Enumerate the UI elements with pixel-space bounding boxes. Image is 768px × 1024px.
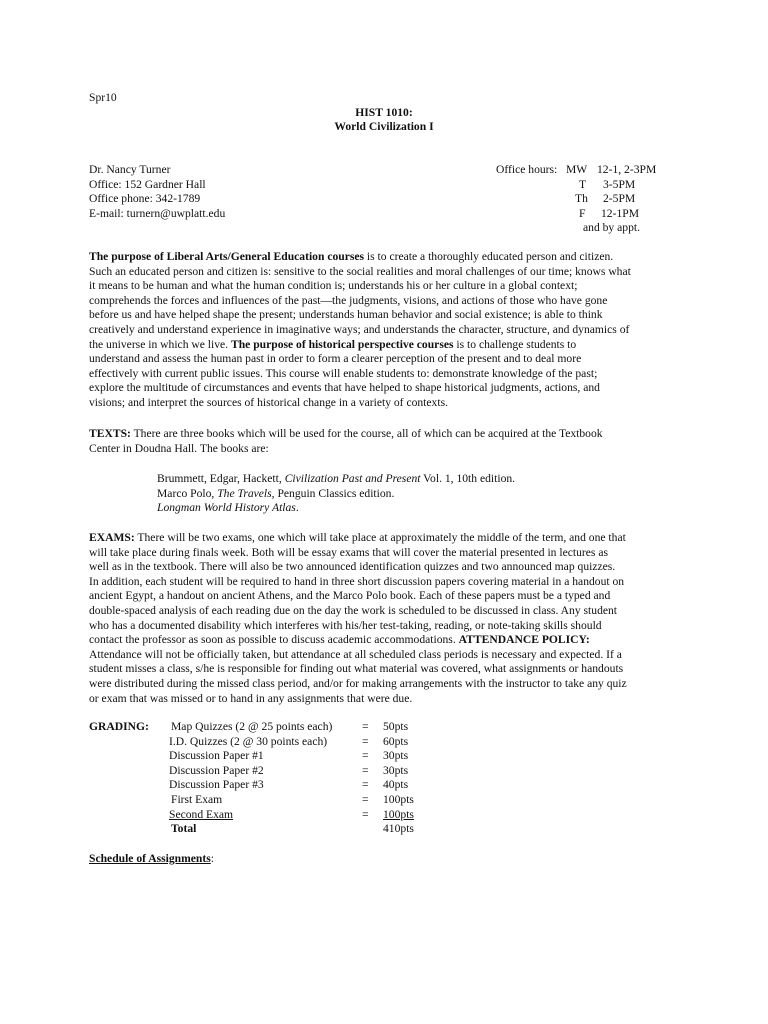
course-title: World Civilization I bbox=[334, 120, 434, 133]
office-hours-time: 2-5PM bbox=[603, 192, 636, 206]
purpose-line: the universe in which we live. The purpose of historical perspective courses is to challenge students to bbox=[89, 337, 577, 351]
office-hours-day: Th bbox=[575, 192, 588, 206]
schedule-heading: Schedule of Assignments: bbox=[89, 852, 214, 865]
purpose-heading: The purpose of Liberal Arts/General Education courses bbox=[89, 250, 365, 263]
instructor-name: Dr. Nancy Turner bbox=[89, 163, 171, 176]
office-hours-time: 3-5PM bbox=[603, 177, 636, 191]
purpose-line: comprehends the forces and influences of the past—the judgments, visions, and actions of those who have gone bbox=[89, 293, 608, 307]
grading-row: Map Quizzes (2 @ 25 points each) = 50pts bbox=[171, 720, 409, 733]
grading-row: Discussion Paper #1 = 30pts bbox=[169, 749, 409, 763]
grading-heading: GRADING: bbox=[89, 720, 149, 733]
book-item: Longman World History Atlas. bbox=[157, 501, 299, 515]
instructor-phone: Office phone: 342-1789 bbox=[89, 192, 201, 206]
office-hours-time: 12-1PM bbox=[601, 206, 640, 220]
grading-row: First Exam = 100pts bbox=[171, 793, 414, 806]
grading-row: I.D. Quizzes (2 @ 30 points each) = 60pts bbox=[169, 734, 409, 748]
purpose-line: before us and have helped shape the present; understands human behavior and social existence; is able to think bbox=[89, 308, 603, 322]
exams-heading: EXAMS: bbox=[89, 531, 135, 544]
purpose-paragraph bbox=[89, 250, 689, 411]
attendance-heading: ATTENDANCE POLICY: bbox=[458, 633, 590, 647]
grading-row: Discussion Paper #2 = 30pts bbox=[169, 763, 409, 777]
exams-paragraph: EXAMS: There will be two exams, one which will take place at approximately the middle of the term, and one that will take place during finals week. Both will be essay exams that will cover the material presented in lectures as well as in the textbook. There will also be two announced identification quizzes and two announced map quizzes. In addition, each student will be required to hand in three short discussion papers covering material in a handout on ancient Egypt, a handout on ancient Athens, and the Marco Polo book. Each of these papers must be a typed and double-spaced analysis of each reading due on the day the work is scheduled to be discussed in class. Any student who has a documented disability which interferes with his/her test-taking, reading, or note-taking skills should contact the professor as soon as possible to discuss academic accommodations. ATTENDANCE POLICY: Attendance will not be officially taken, but attendance at all scheduled class periods is necessary and expected. If a student misses a class, s/he is responsible for finding out what material was covered, what assignments or handouts were distributed during the missed class period, and/or for making arrangements with the instructor to take any quiz or exam that was missed or to hand in any assignments that were due. bbox=[89, 531, 627, 705]
purpose-line: Such an educated person and citizen is: sensitive to the social realities and moral challenges of our time; knows what bbox=[89, 264, 631, 278]
office-hours-day: MW bbox=[566, 163, 588, 176]
purpose-line: understand and assess the human past in order to form a clearer perception of the present and to deal more bbox=[89, 352, 582, 366]
grading-row: Discussion Paper #3 = 40pts bbox=[169, 778, 409, 792]
purpose-line: The purpose of Liberal Arts/General Education courses is to create a thoroughly educated person and citizen. bbox=[89, 250, 614, 263]
purpose-line: explore the multitude of circumstances and events that have helped to shape historical judgments, actions, and bbox=[89, 381, 600, 395]
grading-total-row: Total 410pts bbox=[171, 822, 414, 836]
texts-paragraph: TEXTS: There are three books which will be used for the course, all of which can be acquired at the Textbook Center in Doudna Hall. The books are: bbox=[89, 427, 603, 455]
semester-label: Spr10 bbox=[89, 91, 117, 104]
instructor-office: Office: 152 Gardner Hall bbox=[89, 177, 206, 191]
purpose-line: creatively and understand experience in imaginative ways; and understands the character, structure, and dynamics of bbox=[89, 322, 630, 336]
book-item: Marco Polo, The Travels, Penguin Classics edition. bbox=[157, 486, 395, 500]
course-code: HIST 1010: bbox=[355, 106, 413, 119]
book-item: Brummett, Edgar, Hackett, Civilization Past and Present Vol. 1, 10th edition. bbox=[157, 472, 516, 485]
historical-purpose-heading: The purpose of historical perspective courses bbox=[230, 337, 454, 351]
purpose-line: it means to be human and what the human condition is; understands his or her culture in a global context; bbox=[89, 279, 578, 293]
office-hours-extra: and by appt. bbox=[583, 221, 640, 235]
purpose-line: effectively with current public issues. This course will enable students to: demonstrate knowledge of the past; bbox=[89, 366, 598, 380]
office-hours-time: 12-1, 2-3PM bbox=[597, 163, 657, 176]
purpose-line: visions; and interpret the sources of historical change in a variety of contexts. bbox=[89, 395, 448, 409]
office-hours-label: Office hours: bbox=[496, 163, 558, 176]
grading-row: Second Exam = 100pts bbox=[169, 807, 414, 821]
office-hours-day: T bbox=[579, 177, 587, 191]
instructor-email: E-mail: turnern@uwplatt.edu bbox=[89, 206, 226, 220]
texts-heading: TEXTS: bbox=[89, 427, 131, 440]
office-hours-day: F bbox=[579, 206, 586, 220]
